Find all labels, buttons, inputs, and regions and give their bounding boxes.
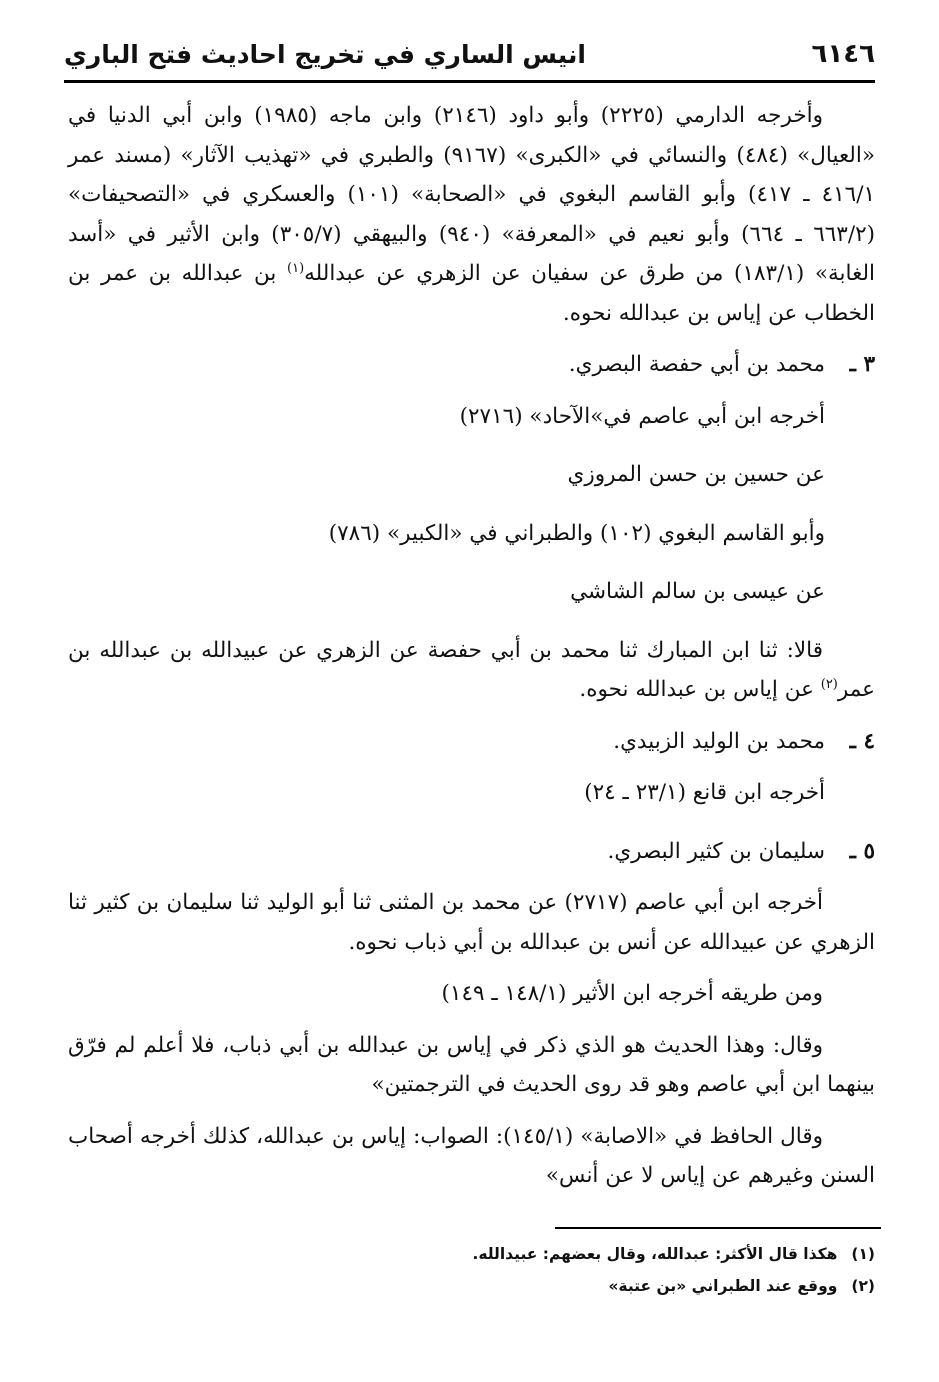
running-title: انيس الساري في تخريج احاديث فتح الباري (64, 39, 586, 69)
footnote-ref-2: (٢) (820, 676, 838, 692)
footnote-ref-1: (١) (287, 260, 305, 276)
item-line: عن عيسى بن سالم الشاشي (570, 579, 825, 604)
paragraph: أخرجه ابن أبي عاصم (٢٧١٧) عن محمد بن المثنى ثنا أبو الوليد ثنا سليمان بن كثير ثنا الزهري عن عبيدالله عن أنس بن عبدالله بن أبي ذباب نحوه. (68, 890, 875, 955)
footnote-text: هكذا قال الأكثر: عبدالله، وقال بعضهم: عبيدالله. (472, 1245, 838, 1263)
item-title: محمد بن أبي حفصة البصري. (568, 352, 825, 377)
item-line: أخرجه ابن أبي عاصم في»الآحاد» (٢٧١٦) (459, 403, 825, 429)
paragraph-takhrij (68, 96, 875, 333)
item-title: محمد بن الوليد الزبيدي. (613, 728, 825, 754)
paragraph-text: عن إياس بن عبدالله نحوه. (579, 677, 821, 702)
footnote (64, 1270, 875, 1302)
paragraph-text: قالا: ثنا ابن المبارك ثنا محمد بن أبي حفصة عن الزهري عن عبيدالله بن عبدالله بن عمر (68, 637, 875, 702)
item-number: ٣ ـ (849, 352, 875, 377)
item-line: عن حسين بن حسن المروزي (567, 462, 825, 487)
list-item-3-heading (68, 345, 875, 385)
main-text (68, 96, 875, 1208)
list-item-5-heading (68, 832, 875, 872)
item-number: ٤ ـ (849, 728, 875, 754)
footnotes (64, 1238, 875, 1302)
paragraph-qala (68, 631, 875, 710)
item-line: أخرجه ابن قانع (٢٣/١ ـ ٢٤) (584, 780, 825, 805)
paragraph: وقال: وهذا الحديث هو الذي ذكر في إياس بن عبدالله بن أبي ذباب، فلا أعلم لم فرّق بينهما ابن أبي عاصم وهو قد روى الحديث في الترجمتين» (68, 1032, 875, 1097)
paragraph-text: بن عبدالله بن عمر بن الخطاب عن إياس بن عبدالله نحوه. (68, 261, 875, 326)
list-item-4-heading (68, 722, 875, 762)
item-number: ٥ ـ (849, 838, 875, 864)
page-number: ٦١٤٦ (811, 39, 875, 69)
footnote-rule (555, 1227, 881, 1229)
paragraph: وقال الحافظ في «الاصابة» (١٤٥/١): الصواب: إياس بن عبدالله، كذلك أخرجه أصحاب السنن وغيرهم عن إياس لا عن أنس» (68, 1123, 875, 1188)
paragraph-text: وأخرجه الدارمي (٢٢٢٥) وأبو داود (٢١٤٦) وابن ماجه (١٩٨٥) وابن أبي الدنيا في «العيال» (٤٨٤) والنسائي في «الكبرى» (٩١٦٧) والطبري في «تهذيب الآثار» (مسند عمر ٤١٦/١ ـ ٤١٧) وأبو القاسم البغوي في «الصحابة» (١٠١) والعسكري في «التصحيفات» (٦٦٣/٢ ـ ٦٦٤) وأبو نعيم في «المعرفة» (٩٤٠) والبيهقي (٣٠٥/٧) وابن الأثير في «أسد الغابة» (١٨٣/١) من طرق عن سفيان عن الزهري عن عبدالله (68, 103, 876, 286)
item-title: سليمان بن كثير البصري. (607, 838, 825, 864)
page-header (64, 30, 875, 78)
footnote-number: (١) (851, 1245, 875, 1263)
footnote-text: ووقع عند الطبراني «بن عتبة» (608, 1277, 838, 1295)
footnote (64, 1238, 875, 1270)
paragraph: ومن طريقه أخرجه ابن الأثير (١٤٨/١ ـ ١٤٩) (441, 981, 823, 1006)
item-line: وأبو القاسم البغوي (١٠٢) والطبراني في «الكبير» (٧٨٦) (328, 520, 825, 546)
footnote-number: (٢) (851, 1277, 875, 1295)
header-rule (64, 80, 875, 83)
